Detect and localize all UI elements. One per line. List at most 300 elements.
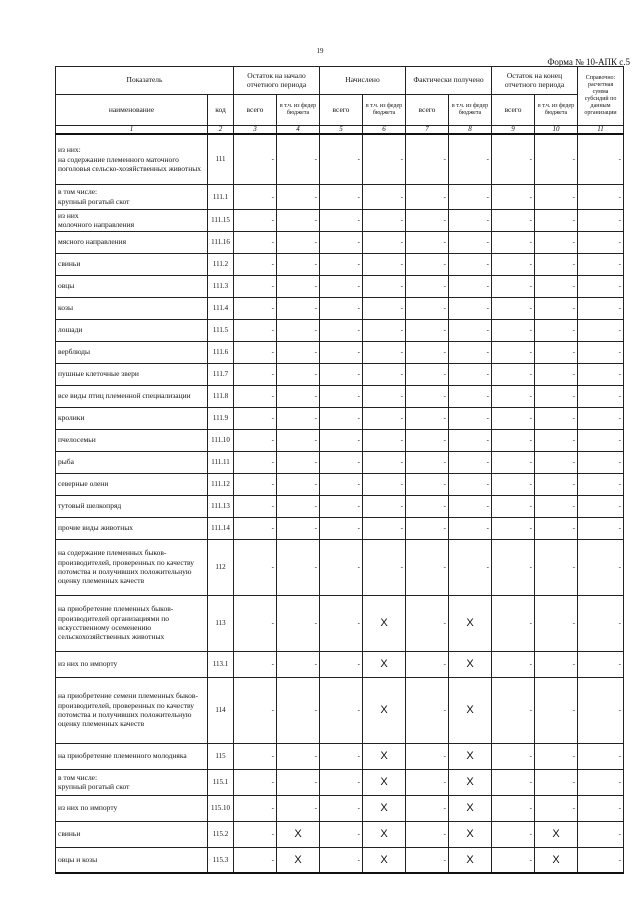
- row-code: 111: [208, 134, 234, 184]
- value-cell: -: [449, 407, 492, 429]
- value-cell: -: [363, 209, 406, 231]
- row-name: на приобретение семени племенных быков- производителей, проверенных по качеству потомства и получивших положительную оценку племенных качеств: [56, 677, 208, 743]
- table-row: [56, 297, 624, 319]
- header-incl-federal: в т.ч. из федер бюджета: [535, 95, 578, 126]
- value-cell: -: [578, 297, 624, 319]
- value-cell: -: [320, 429, 363, 451]
- value-cell: -: [578, 595, 624, 651]
- value-cell: -: [449, 363, 492, 385]
- value-cell: -: [406, 795, 449, 821]
- value-cell: -: [492, 134, 535, 184]
- value-cell: -: [535, 743, 578, 769]
- not-applicable-mark: X: [449, 743, 492, 769]
- value-cell: -: [277, 407, 320, 429]
- value-cell: -: [363, 231, 406, 253]
- column-number: 7: [406, 126, 449, 135]
- row-code: 111.3: [208, 275, 234, 297]
- value-cell: -: [535, 495, 578, 517]
- value-cell: -: [406, 385, 449, 407]
- table-row: [56, 651, 624, 677]
- row-code: 111.12: [208, 473, 234, 495]
- value-cell: -: [449, 451, 492, 473]
- not-applicable-mark: X: [449, 595, 492, 651]
- row-code: 111.5: [208, 319, 234, 341]
- table-row: [56, 429, 624, 451]
- value-cell: -: [363, 407, 406, 429]
- value-cell: -: [449, 297, 492, 319]
- value-cell: -: [578, 429, 624, 451]
- table-row: [56, 407, 624, 429]
- value-cell: -: [320, 743, 363, 769]
- table-row: [56, 134, 624, 184]
- value-cell: -: [277, 795, 320, 821]
- value-cell: -: [406, 184, 449, 209]
- row-name: прочие виды животных: [56, 517, 208, 539]
- value-cell: -: [406, 517, 449, 539]
- header-closing-balance: Остаток на конец отчетного периода: [492, 67, 578, 95]
- value-cell: -: [277, 429, 320, 451]
- value-cell: -: [363, 319, 406, 341]
- header-total: всего: [234, 95, 277, 126]
- table-row: [56, 209, 624, 231]
- not-applicable-mark: X: [363, 769, 406, 795]
- value-cell: -: [320, 517, 363, 539]
- table-row: [56, 517, 624, 539]
- row-code: 115.3: [208, 847, 234, 873]
- value-cell: -: [406, 275, 449, 297]
- value-cell: -: [363, 429, 406, 451]
- not-applicable-mark: X: [449, 821, 492, 847]
- header-accrued: Начислено: [320, 67, 406, 95]
- value-cell: -: [449, 319, 492, 341]
- value-cell: -: [535, 253, 578, 275]
- row-name: северные олени: [56, 473, 208, 495]
- value-cell: -: [363, 539, 406, 595]
- value-cell: -: [363, 385, 406, 407]
- value-cell: -: [535, 677, 578, 743]
- value-cell: -: [320, 385, 363, 407]
- value-cell: -: [449, 517, 492, 539]
- value-cell: -: [320, 297, 363, 319]
- column-number: 2: [208, 126, 234, 135]
- not-applicable-mark: X: [363, 651, 406, 677]
- row-code: 111.8: [208, 385, 234, 407]
- value-cell: -: [578, 319, 624, 341]
- value-cell: -: [578, 821, 624, 847]
- value-cell: -: [578, 253, 624, 275]
- value-cell: -: [578, 743, 624, 769]
- value-cell: -: [320, 677, 363, 743]
- column-number: 4: [277, 126, 320, 135]
- row-code: 111.1: [208, 184, 234, 209]
- table-row: [56, 363, 624, 385]
- value-cell: -: [492, 184, 535, 209]
- value-cell: -: [363, 253, 406, 275]
- value-cell: -: [234, 847, 277, 873]
- value-cell: -: [277, 134, 320, 184]
- value-cell: -: [277, 517, 320, 539]
- table-row: [56, 184, 624, 209]
- value-cell: -: [277, 341, 320, 363]
- value-cell: -: [449, 275, 492, 297]
- value-cell: -: [363, 363, 406, 385]
- value-cell: -: [535, 231, 578, 253]
- row-code: 115: [208, 743, 234, 769]
- value-cell: -: [320, 847, 363, 873]
- not-applicable-mark: X: [449, 847, 492, 873]
- value-cell: -: [277, 495, 320, 517]
- value-cell: -: [320, 209, 363, 231]
- value-cell: -: [578, 539, 624, 595]
- value-cell: -: [320, 595, 363, 651]
- not-applicable-mark: X: [277, 847, 320, 873]
- value-cell: -: [535, 595, 578, 651]
- row-name: пушные клеточные звери: [56, 363, 208, 385]
- value-cell: -: [578, 795, 624, 821]
- row-code: 111.15: [208, 209, 234, 231]
- value-cell: -: [320, 473, 363, 495]
- value-cell: -: [234, 495, 277, 517]
- value-cell: -: [406, 769, 449, 795]
- table-row: [56, 539, 624, 595]
- value-cell: -: [492, 847, 535, 873]
- value-cell: -: [234, 363, 277, 385]
- value-cell: -: [492, 363, 535, 385]
- value-cell: -: [406, 539, 449, 595]
- row-name: в том числе: крупный рогатый скот: [56, 184, 208, 209]
- row-code: 115.1: [208, 769, 234, 795]
- table-row: [56, 319, 624, 341]
- value-cell: -: [492, 651, 535, 677]
- header-received: Фактически получено: [406, 67, 492, 95]
- value-cell: -: [363, 184, 406, 209]
- table-row: [56, 253, 624, 275]
- value-cell: -: [406, 341, 449, 363]
- not-applicable-mark: X: [535, 847, 578, 873]
- table-row: [56, 769, 624, 795]
- value-cell: -: [234, 319, 277, 341]
- value-cell: -: [535, 209, 578, 231]
- value-cell: -: [535, 275, 578, 297]
- value-cell: -: [277, 253, 320, 275]
- header-reference: Справочно: расчетная сумма субсидий по данным организации: [578, 67, 624, 126]
- header-incl-federal: в т.ч. из федер бюджета: [277, 95, 320, 126]
- column-number: 5: [320, 126, 363, 135]
- value-cell: -: [234, 769, 277, 795]
- value-cell: -: [492, 385, 535, 407]
- value-cell: -: [535, 297, 578, 319]
- value-cell: -: [406, 407, 449, 429]
- row-name: из них по импорту: [56, 795, 208, 821]
- value-cell: -: [234, 184, 277, 209]
- value-cell: -: [492, 595, 535, 651]
- value-cell: -: [492, 821, 535, 847]
- value-cell: -: [492, 517, 535, 539]
- table-row: [56, 473, 624, 495]
- value-cell: -: [449, 231, 492, 253]
- value-cell: -: [406, 429, 449, 451]
- value-cell: -: [449, 385, 492, 407]
- value-cell: -: [320, 253, 363, 275]
- value-cell: -: [578, 341, 624, 363]
- form-label: Форма № 10-АПК с.5: [547, 57, 630, 67]
- column-number: 3: [234, 126, 277, 135]
- value-cell: -: [578, 385, 624, 407]
- value-cell: -: [363, 451, 406, 473]
- value-cell: -: [492, 795, 535, 821]
- row-code: 111.2: [208, 253, 234, 275]
- value-cell: -: [234, 275, 277, 297]
- value-cell: -: [320, 407, 363, 429]
- column-number: 6: [363, 126, 406, 135]
- value-cell: -: [234, 795, 277, 821]
- value-cell: -: [449, 429, 492, 451]
- value-cell: -: [535, 651, 578, 677]
- value-cell: -: [449, 539, 492, 595]
- value-cell: -: [492, 539, 535, 595]
- value-cell: -: [277, 275, 320, 297]
- row-name: свиньи: [56, 821, 208, 847]
- value-cell: -: [234, 407, 277, 429]
- value-cell: -: [449, 341, 492, 363]
- table-row: [56, 743, 624, 769]
- not-applicable-mark: X: [363, 795, 406, 821]
- value-cell: -: [277, 363, 320, 385]
- value-cell: -: [406, 134, 449, 184]
- value-cell: -: [406, 847, 449, 873]
- value-cell: -: [535, 363, 578, 385]
- table-row: [56, 231, 624, 253]
- value-cell: -: [449, 253, 492, 275]
- row-code: 111.4: [208, 297, 234, 319]
- row-name: все виды птиц племенной специализации: [56, 385, 208, 407]
- value-cell: -: [578, 363, 624, 385]
- value-cell: -: [406, 677, 449, 743]
- value-cell: -: [578, 451, 624, 473]
- value-cell: -: [492, 769, 535, 795]
- value-cell: -: [234, 651, 277, 677]
- value-cell: -: [492, 209, 535, 231]
- value-cell: -: [578, 677, 624, 743]
- value-cell: -: [406, 297, 449, 319]
- value-cell: -: [492, 677, 535, 743]
- value-cell: -: [234, 539, 277, 595]
- row-name: лошади: [56, 319, 208, 341]
- value-cell: -: [492, 231, 535, 253]
- row-code: 112: [208, 539, 234, 595]
- value-cell: -: [406, 253, 449, 275]
- value-cell: -: [406, 821, 449, 847]
- row-code: 113.1: [208, 651, 234, 677]
- value-cell: -: [320, 275, 363, 297]
- value-cell: -: [277, 451, 320, 473]
- value-cell: -: [492, 473, 535, 495]
- header-incl-federal: в т.ч. из федер бюджета: [363, 95, 406, 126]
- value-cell: -: [578, 651, 624, 677]
- value-cell: -: [320, 319, 363, 341]
- value-cell: -: [277, 743, 320, 769]
- value-cell: -: [320, 495, 363, 517]
- column-number: 11: [578, 126, 624, 135]
- column-number: 8: [449, 126, 492, 135]
- report-table: [55, 66, 624, 874]
- value-cell: -: [492, 253, 535, 275]
- row-code: 111.10: [208, 429, 234, 451]
- value-cell: -: [449, 209, 492, 231]
- value-cell: -: [406, 473, 449, 495]
- value-cell: -: [406, 595, 449, 651]
- row-name: овцы и козы: [56, 847, 208, 873]
- value-cell: -: [320, 651, 363, 677]
- header-code: код: [208, 95, 234, 126]
- value-cell: -: [492, 743, 535, 769]
- table-row: [56, 821, 624, 847]
- value-cell: -: [535, 385, 578, 407]
- value-cell: -: [234, 451, 277, 473]
- value-cell: -: [234, 253, 277, 275]
- column-number: 9: [492, 126, 535, 135]
- row-code: 111.7: [208, 363, 234, 385]
- value-cell: -: [320, 134, 363, 184]
- value-cell: -: [363, 134, 406, 184]
- value-cell: -: [578, 275, 624, 297]
- value-cell: -: [492, 407, 535, 429]
- value-cell: -: [535, 473, 578, 495]
- value-cell: -: [492, 275, 535, 297]
- row-code: 111.6: [208, 341, 234, 363]
- value-cell: -: [234, 209, 277, 231]
- value-cell: -: [492, 429, 535, 451]
- value-cell: -: [535, 134, 578, 184]
- value-cell: -: [535, 341, 578, 363]
- value-cell: -: [234, 595, 277, 651]
- value-cell: -: [234, 341, 277, 363]
- row-name: из них по импорту: [56, 651, 208, 677]
- value-cell: -: [277, 677, 320, 743]
- header-incl-federal: в т.ч. из федер бюджета: [449, 95, 492, 126]
- value-cell: -: [535, 517, 578, 539]
- value-cell: -: [363, 275, 406, 297]
- value-cell: -: [234, 743, 277, 769]
- value-cell: -: [449, 134, 492, 184]
- value-cell: -: [578, 209, 624, 231]
- value-cell: -: [320, 341, 363, 363]
- row-code: 111.16: [208, 231, 234, 253]
- value-cell: -: [406, 363, 449, 385]
- value-cell: -: [492, 451, 535, 473]
- value-cell: -: [535, 795, 578, 821]
- value-cell: -: [234, 473, 277, 495]
- table-row: [56, 677, 624, 743]
- value-cell: -: [363, 341, 406, 363]
- value-cell: -: [234, 677, 277, 743]
- value-cell: -: [234, 517, 277, 539]
- row-name: пчелосемьи: [56, 429, 208, 451]
- value-cell: -: [234, 297, 277, 319]
- value-cell: -: [535, 319, 578, 341]
- value-cell: -: [320, 184, 363, 209]
- value-cell: -: [449, 184, 492, 209]
- value-cell: -: [320, 363, 363, 385]
- value-cell: -: [406, 231, 449, 253]
- table-row: [56, 495, 624, 517]
- header-total: всего: [406, 95, 449, 126]
- value-cell: -: [320, 539, 363, 595]
- value-cell: -: [363, 495, 406, 517]
- table-row: [56, 847, 624, 873]
- table-row: [56, 595, 624, 651]
- value-cell: -: [277, 385, 320, 407]
- row-name: из них: на содержание племенного маточного поголовья сельско-хозяйственных животных: [56, 134, 208, 184]
- value-cell: -: [234, 385, 277, 407]
- row-code: 115.2: [208, 821, 234, 847]
- row-name: свиньи: [56, 253, 208, 275]
- row-code: 115.10: [208, 795, 234, 821]
- value-cell: -: [320, 795, 363, 821]
- row-code: 111.11: [208, 451, 234, 473]
- column-number: 1: [56, 126, 208, 135]
- table-row: [56, 385, 624, 407]
- value-cell: -: [277, 297, 320, 319]
- row-name: на содержание племенных быков-производителей, проверенных по качеству потомства и получивших положительную оценку племенных качеств: [56, 539, 208, 595]
- not-applicable-mark: X: [535, 821, 578, 847]
- row-name: тутовый шелкопряд: [56, 495, 208, 517]
- header-name: наименование: [56, 95, 208, 126]
- value-cell: -: [320, 821, 363, 847]
- table-row: [56, 451, 624, 473]
- row-name: из них молочного направления: [56, 209, 208, 231]
- row-name: козы: [56, 297, 208, 319]
- value-cell: -: [277, 209, 320, 231]
- value-cell: -: [492, 495, 535, 517]
- column-number: 10: [535, 126, 578, 135]
- value-cell: -: [277, 539, 320, 595]
- row-code: 113: [208, 595, 234, 651]
- row-name: на приобретение племенных быков-производителей организациями по искусственному осеменению сельскохозяйственных животных: [56, 595, 208, 651]
- row-name: в том числе: крупный рогатый скот: [56, 769, 208, 795]
- value-cell: -: [449, 473, 492, 495]
- not-applicable-mark: X: [277, 821, 320, 847]
- value-cell: -: [234, 429, 277, 451]
- value-cell: -: [406, 451, 449, 473]
- row-code: 114: [208, 677, 234, 743]
- value-cell: -: [492, 319, 535, 341]
- value-cell: -: [277, 769, 320, 795]
- header-opening-balance: Остаток на начало отчетного периода: [234, 67, 320, 95]
- value-cell: -: [535, 769, 578, 795]
- value-cell: -: [406, 743, 449, 769]
- row-code: 111.13: [208, 495, 234, 517]
- value-cell: -: [277, 319, 320, 341]
- not-applicable-mark: X: [363, 847, 406, 873]
- value-cell: -: [535, 184, 578, 209]
- value-cell: -: [578, 847, 624, 873]
- value-cell: -: [277, 231, 320, 253]
- value-cell: -: [277, 473, 320, 495]
- row-name: кролики: [56, 407, 208, 429]
- row-name: рыба: [56, 451, 208, 473]
- value-cell: -: [320, 231, 363, 253]
- row-code: 111.9: [208, 407, 234, 429]
- value-cell: -: [234, 231, 277, 253]
- not-applicable-mark: X: [363, 821, 406, 847]
- value-cell: -: [363, 517, 406, 539]
- not-applicable-mark: X: [449, 795, 492, 821]
- not-applicable-mark: X: [363, 743, 406, 769]
- value-cell: -: [363, 297, 406, 319]
- value-cell: -: [578, 134, 624, 184]
- not-applicable-mark: X: [449, 769, 492, 795]
